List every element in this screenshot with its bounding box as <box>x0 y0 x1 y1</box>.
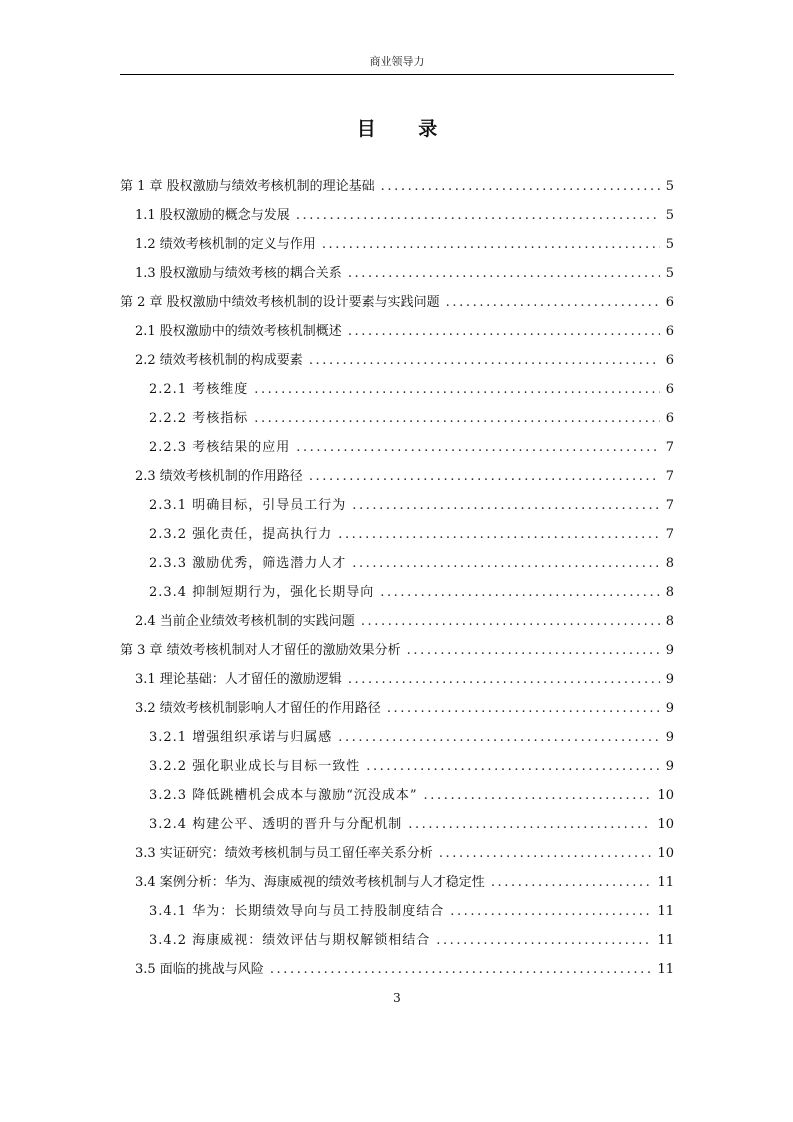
toc-leader-dots <box>296 201 660 230</box>
toc-leader-dots <box>254 404 660 433</box>
toc-entry[interactable] <box>120 230 674 259</box>
toc-entry[interactable] <box>120 926 674 955</box>
toc-entry[interactable] <box>120 578 674 607</box>
toc-leader-dots <box>338 723 660 752</box>
toc-entry[interactable] <box>120 375 674 404</box>
toc-entry-page: 5 <box>665 179 674 194</box>
toc-entry-page: 9 <box>665 672 674 687</box>
toc-entry-label: 1.3 股权激励与绩效考核的耦合关系 <box>135 266 342 281</box>
toc-entry-page: 5 <box>665 208 674 223</box>
toc-leader-dots <box>254 375 660 404</box>
toc-entry-page: 8 <box>665 614 674 629</box>
toc-entry-label: 第 1 章 股权激励与绩效考核机制的理论基础 <box>120 179 375 194</box>
toc-entry[interactable] <box>120 752 674 781</box>
toc-entry[interactable] <box>120 288 674 317</box>
toc-entry-label: 3.2 绩效考核机制影响人才留任的作用路径 <box>135 701 381 716</box>
toc-entry[interactable] <box>120 317 674 346</box>
toc-entry-page: 8 <box>665 585 674 600</box>
toc-entry-page: 6 <box>665 411 674 426</box>
toc-entry-label: 2.3.2 强化责任，提高执行力 <box>149 527 333 542</box>
toc-entry-label: 3.4.2 海康威视：绩效评估与期权解锁相结合 <box>149 933 431 948</box>
toc-leader-dots <box>366 752 660 781</box>
toc-entry[interactable] <box>120 549 674 578</box>
toc-entry-page: 6 <box>665 382 674 397</box>
toc-leader-dots <box>436 926 651 955</box>
toc-leader-dots <box>491 868 652 897</box>
toc-entry-label: 第 2 章 股权激励中绩效考核机制的设计要素与实践问题 <box>120 295 440 310</box>
toc-entry-label: 2.2.2 考核指标 <box>149 411 249 426</box>
table-of-contents <box>120 172 674 984</box>
toc-leader-dots <box>309 462 660 491</box>
toc-entry[interactable] <box>120 665 674 694</box>
toc-entry-page: 7 <box>665 498 674 513</box>
toc-entry[interactable] <box>120 404 674 433</box>
toc-entry-label: 3.4 案例分析：华为、海康威视的绩效考核机制与人才稳定性 <box>135 875 485 890</box>
toc-entry[interactable] <box>120 781 674 810</box>
toc-entry-page: 11 <box>657 875 674 890</box>
toc-leader-dots <box>439 839 652 868</box>
toc-entry-label: 2.2 绩效考核机制的构成要素 <box>135 353 303 368</box>
toc-entry[interactable] <box>120 810 674 839</box>
running-header: 商业领导力 <box>369 55 425 68</box>
toc-entry[interactable] <box>120 462 674 491</box>
toc-entry[interactable] <box>120 636 674 665</box>
toc-entry-label: 3.3 实证研究：绩效考核机制与员工留任率关系分析 <box>135 846 433 861</box>
toc-entry[interactable] <box>120 723 674 752</box>
toc-entry-label: 3.2.2 强化职业成长与目标一致性 <box>149 759 361 774</box>
toc-leader-dots <box>387 694 660 723</box>
toc-entry[interactable] <box>120 694 674 723</box>
toc-entry-page: 9 <box>665 701 674 716</box>
toc-entry-label: 2.3.1 明确目标，引导员工行为 <box>149 498 347 513</box>
toc-entry-page: 11 <box>657 962 674 977</box>
toc-entry-label: 3.2.1 增强组织承诺与归属感 <box>149 730 333 745</box>
header-divider <box>120 74 674 75</box>
toc-entry[interactable] <box>120 868 674 897</box>
toc-entry-page: 7 <box>665 469 674 484</box>
toc-entry[interactable] <box>120 955 674 984</box>
toc-entry-label: 2.3.3 激励优秀，筛选潜力人才 <box>149 556 347 571</box>
toc-entry-page: 6 <box>665 324 674 339</box>
page-number: 3 <box>393 991 401 1005</box>
toc-entry-page: 10 <box>657 846 674 861</box>
toc-entry-page: 11 <box>657 933 674 948</box>
toc-entry-label: 3.2.4 构建公平、透明的晋升与分配机制 <box>149 817 403 832</box>
toc-leader-dots <box>270 955 652 984</box>
toc-entry-page: 10 <box>657 788 674 803</box>
toc-leader-dots <box>352 491 660 520</box>
toc-leader-dots <box>322 230 660 259</box>
toc-leader-dots <box>380 578 660 607</box>
toc-entry[interactable] <box>120 259 674 288</box>
toc-entry[interactable] <box>120 839 674 868</box>
toc-leader-dots <box>348 317 660 346</box>
toc-entry-page: 8 <box>665 556 674 571</box>
toc-leader-dots <box>348 259 660 288</box>
toc-entry-label: 3.5 面临的挑战与风险 <box>135 962 264 977</box>
toc-leader-dots <box>408 810 651 839</box>
toc-entry-page: 11 <box>657 904 674 919</box>
toc-entry-page: 10 <box>657 817 674 832</box>
toc-entry-label: 3.2.3 降低跳槽机会成本与激励“沉没成本” <box>149 788 418 803</box>
toc-entry-label: 2.1 股权激励中的绩效考核机制概述 <box>135 324 342 339</box>
toc-entry[interactable] <box>120 491 674 520</box>
toc-leader-dots <box>424 781 652 810</box>
toc-entry-label: 2.2.3 考核结果的应用 <box>149 440 291 455</box>
toc-entry-page: 5 <box>665 266 674 281</box>
toc-entry-page: 7 <box>665 440 674 455</box>
toc-entry-page: 9 <box>665 643 674 658</box>
toc-leader-dots <box>381 172 660 201</box>
toc-entry-label: 第 3 章 绩效考核机制对人才留任的激励效果分析 <box>120 643 401 658</box>
toc-leader-dots <box>338 520 660 549</box>
toc-entry-page: 5 <box>665 237 674 252</box>
toc-entry-label: 2.3 绩效考核机制的作用路径 <box>135 469 303 484</box>
toc-entry-label: 2.3.4 抑制短期行为，强化长期导向 <box>149 585 375 600</box>
toc-entry-page: 9 <box>665 759 674 774</box>
toc-leader-dots <box>446 288 660 317</box>
toc-leader-dots <box>309 346 660 375</box>
toc-leader-dots <box>407 636 660 665</box>
toc-entry[interactable] <box>120 897 674 926</box>
toc-entry-label: 2.2.1 考核维度 <box>149 382 249 397</box>
toc-entry[interactable] <box>120 433 674 462</box>
toc-leader-dots <box>296 433 660 462</box>
toc-entry[interactable] <box>120 346 674 375</box>
toc-title: 目 录 <box>356 118 456 140</box>
toc-entry-label: 3.4.1 华为：长期绩效导向与员工持股制度结合 <box>149 904 445 919</box>
toc-leader-dots <box>352 549 660 578</box>
toc-entry-label: 1.1 股权激励的概念与发展 <box>135 208 290 223</box>
toc-entry-page: 6 <box>665 353 674 368</box>
toc-entry[interactable] <box>120 201 674 230</box>
toc-leader-dots <box>450 897 651 926</box>
toc-entry-label: 2.4 当前企业绩效考核机制的实践问题 <box>135 614 355 629</box>
toc-entry[interactable] <box>120 520 674 549</box>
toc-entry[interactable] <box>120 172 674 201</box>
toc-entry-page: 9 <box>665 730 674 745</box>
toc-leader-dots <box>361 607 660 636</box>
toc-leader-dots <box>348 665 660 694</box>
toc-entry-label: 3.1 理论基础：人才留任的激励逻辑 <box>135 672 342 687</box>
toc-entry[interactable] <box>120 607 674 636</box>
toc-entry-page: 7 <box>665 527 674 542</box>
toc-entry-label: 1.2 绩效考核机制的定义与作用 <box>135 237 316 252</box>
toc-entry-page: 6 <box>665 295 674 310</box>
